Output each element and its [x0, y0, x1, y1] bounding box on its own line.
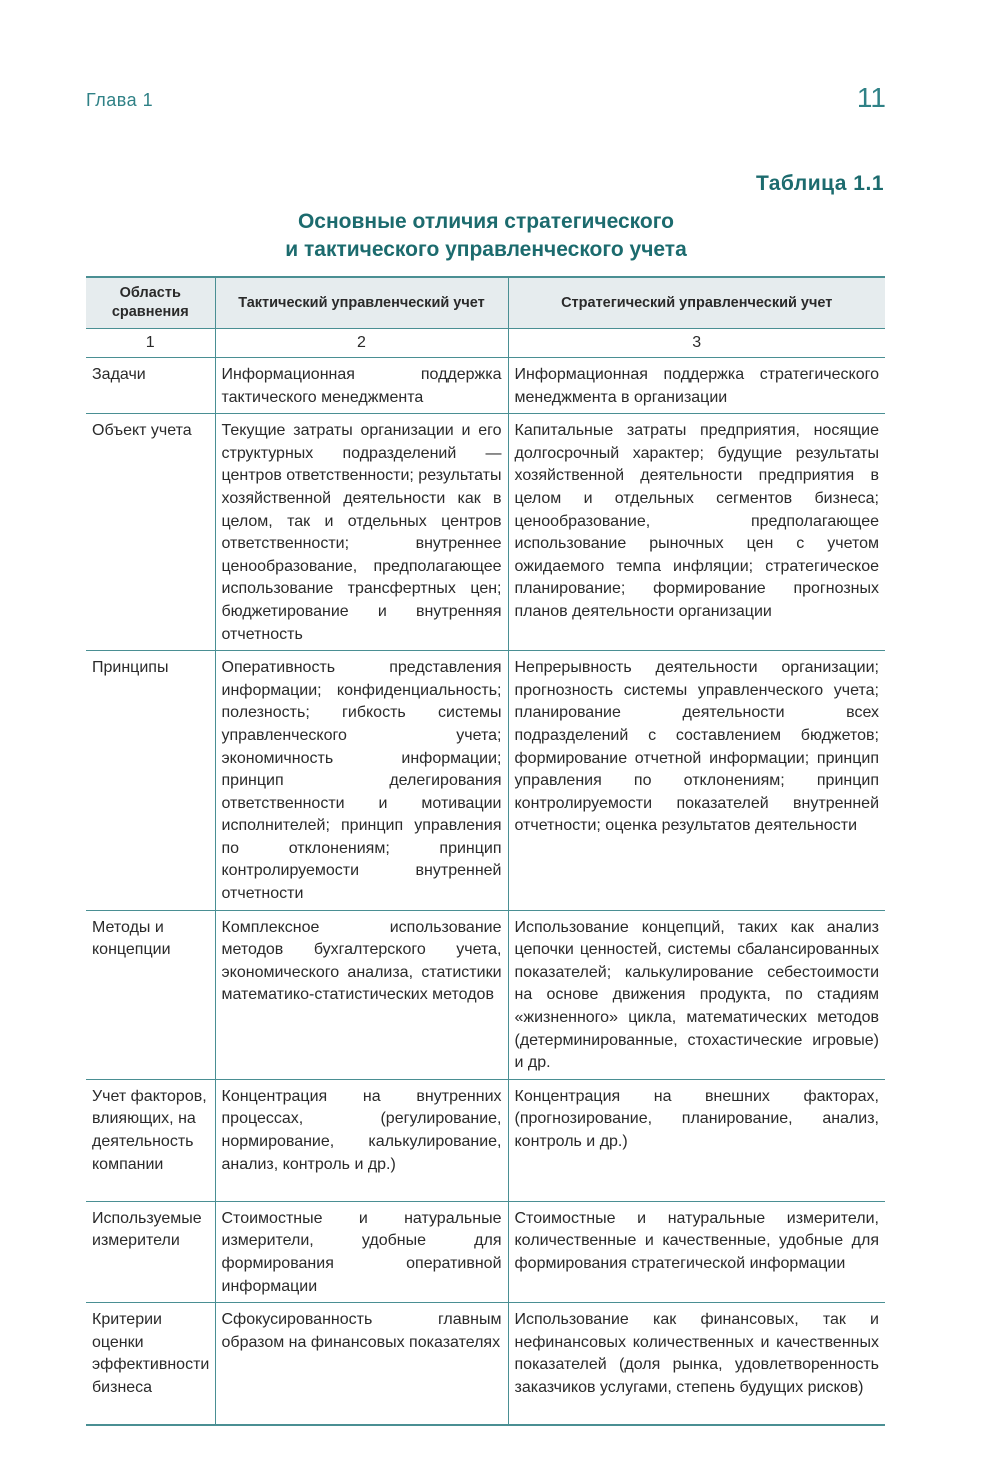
row-strategic: Непрерывность деятельности организации; прогнозность системы управленческого учета; планирование деятельности всех подразделений с составлением бюджетов; формирование отчетной информации; принцип управления по отклонениям; принцип контролируемости показателей внутренней отчетности; оценка результатов деятельности [508, 651, 885, 911]
row-strategic: Использование как финансовых, так и нефинансовых количественных и качественных показателей (доля рынка, удовлетворенность заказчиков услугами, степень будущих рисков) [508, 1303, 885, 1425]
running-head-chapter: Глава 1 [86, 90, 154, 110]
table-header-row [86, 277, 885, 329]
row-strategic: Концентрация на внешних факторах, (прогнозирование, планирование, анализ, контроль и др.) [508, 1079, 885, 1201]
column-number-2: 2 [215, 329, 508, 358]
row-area: Задачи [86, 358, 215, 414]
row-strategic: Капитальные затраты предприятия, носящие долгосрочный характер; будущие результаты хозяйственной деятельности предприятия в целом и отдельных сегментов бизнеса; ценообразование, предполагающее использование рыночных цен с учетом ожидаемого темпа инфляции; стратегическое планирование; формирование прогнозных планов деятельности организации [508, 414, 885, 651]
column-number-3: 3 [508, 329, 885, 358]
header-area: Область сравнения [86, 277, 215, 329]
row-tactical: Информационная поддержка тактического менеджмента [215, 358, 508, 414]
row-tactical: Концентрация на внутренних процессах, (регулирование, нормирование, калькулирование, анализ, контроль и др.) [215, 1079, 508, 1201]
header-tactical: Тактический управленческий учет [215, 277, 508, 329]
page-number: 11 [856, 82, 886, 113]
table-row [86, 1079, 885, 1201]
row-strategic: Стоимостные и натуральные измерители, количественные и качественные, удобные для формирования стратегической информации [508, 1201, 885, 1302]
table-row [86, 651, 885, 911]
table-title-line-1: Основные отличия стратегического [297, 210, 675, 233]
table-title-line-2: и тактического управленческого учета [285, 238, 687, 261]
row-tactical: Стоимостные и натуральные измерители, удобные для формирования оперативной информации [215, 1201, 508, 1302]
table-row [86, 358, 885, 414]
row-tactical: Комплексное использование методов бухгалтерского учета, экономического анализа, статистики математико-статистических методов [215, 910, 508, 1079]
table-row [86, 414, 885, 651]
table-row [86, 1201, 885, 1302]
row-tactical: Оперативность представления информации; конфиденциальность; полезность; гибкость системы управленческого учета; экономичность информации; принцип делегирования ответственности и мотивации исполнителей; принцип управления по отклонениям; принцип контролируемости внутренней отчетности [215, 651, 508, 911]
row-tactical: Сфокусированность главным образом на финансовых показателях [215, 1303, 508, 1425]
row-area: Критерии оценки эффективности бизнеса [86, 1303, 215, 1425]
table-label: Таблица 1.1 [755, 172, 884, 195]
row-area: Методы и концепции [86, 910, 215, 1079]
row-area: Учет факторов, влияющих, на деятельность компании [86, 1079, 215, 1201]
header-strategic: Стратегический управленческий учет [508, 277, 885, 329]
comparison-table [86, 276, 885, 1426]
row-strategic: Использование концепций, таких как анализ цепочки ценностей, системы сбалансированных показателей; калькулирование себестоимости на основе движения продукта, по стадиям «жизненного» цикла, математических методов (детерминированные, стохастические игровые) и др. [508, 910, 885, 1079]
row-tactical: Текущие затраты организации и его структурных подразделений — центров ответственности; результаты хозяйственной деятельности как в целом, так и отдельных центров ответственности; внутреннее ценообразование, предполагающее использование трансфертных цен; бюджетирование и внутренняя отчетность [215, 414, 508, 651]
column-number-1: 1 [86, 329, 215, 358]
table-row [86, 910, 885, 1079]
row-area: Используемые измерители [86, 1201, 215, 1302]
row-area: Принципы [86, 651, 215, 911]
row-strategic: Информационная поддержка стратегического менеджмента в организации [508, 358, 885, 414]
row-area: Объект учета [86, 414, 215, 651]
table-row [86, 1303, 885, 1425]
column-number-row [86, 329, 885, 358]
table-title [86, 208, 886, 264]
